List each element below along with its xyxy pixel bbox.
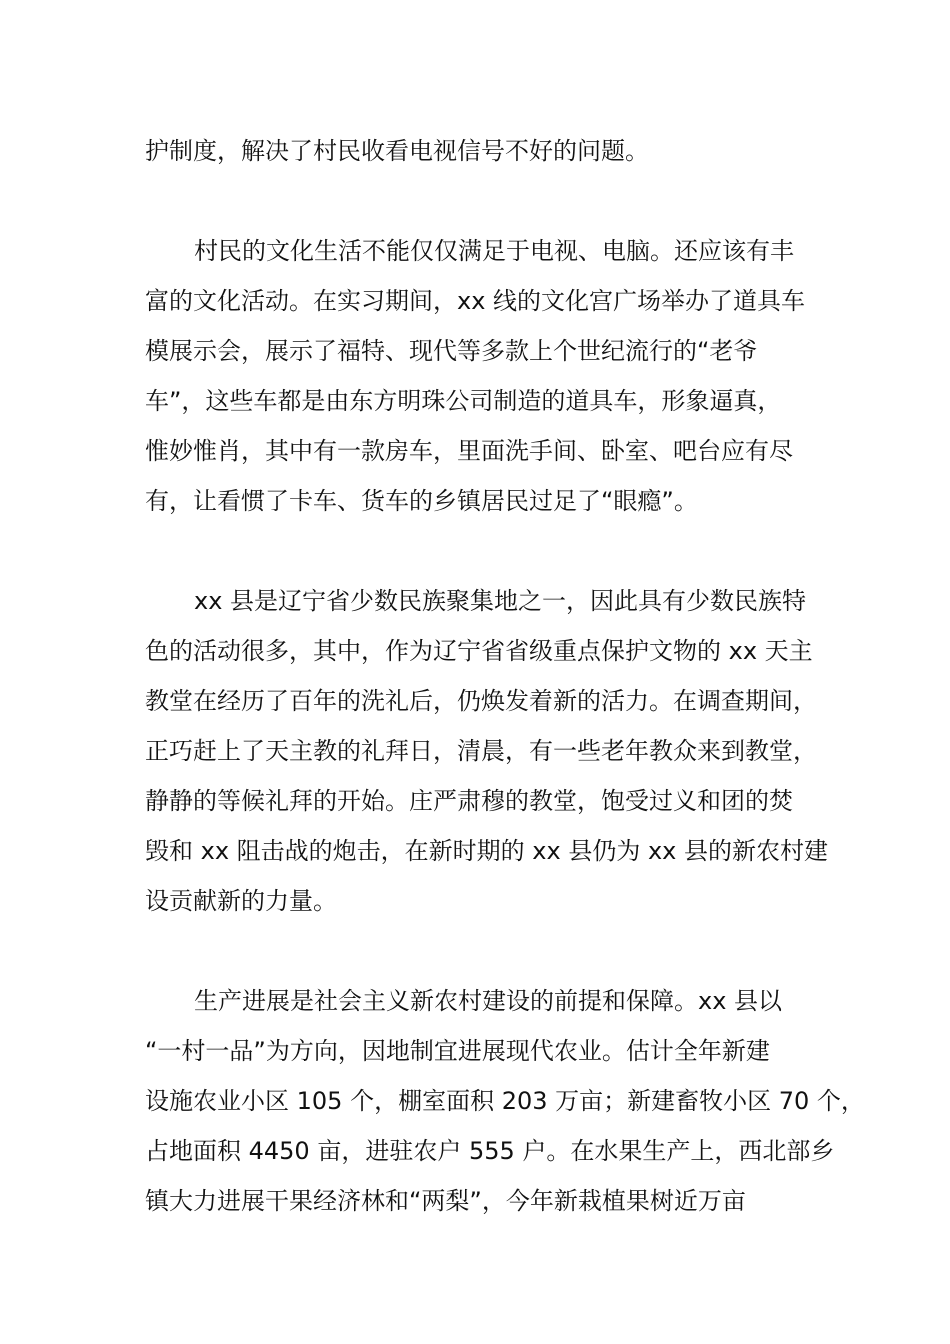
paragraph-line: 教堂在经历了百年的洗礼后，仍焕发着新的活力。在调查期间，	[145, 687, 817, 715]
paragraph-line: 正巧赶上了天主教的礼拜日，清晨，有一些老年教众来到教堂，	[145, 737, 817, 765]
paragraph-line: 设施农业小区 105 个，棚室面积 203 万亩；新建畜牧小区 70 个，	[145, 1087, 865, 1115]
paragraph-line: 生产进展是社会主义新农村建设的前提和保障。xx 县以	[194, 987, 783, 1015]
paragraph-line: 镇大力进展干果经济林和“两梨”，今年新栽植果树近万亩	[145, 1187, 746, 1215]
paragraph-line: 惟妙惟肖，其中有一款房车，里面洗手间、卧室、吧台应有尽	[145, 437, 793, 465]
paragraph-line: 护制度，解决了村民收看电视信号不好的问题。	[145, 137, 649, 165]
paragraph-line: 占地面积 4450 亩，进驻农户 555 户。在水果生产上，西北部乡	[145, 1137, 835, 1165]
paragraph-line: “一村一品”为方向，因地制宜进展现代农业。估计全年新建	[145, 1037, 770, 1065]
paragraph-line: 模展示会，展示了福特、现代等多款上个世纪流行的“老爷	[145, 337, 758, 365]
paragraph-line: 有，让看惯了卡车、货车的乡镇居民过足了“眼瘾”。	[145, 487, 698, 515]
paragraph-line: 富的文化活动。在实习期间，xx 线的文化宫广场举办了道具车	[145, 287, 806, 315]
paragraph-line: 车”，这些车都是由东方明珠公司制造的道具车，形象逼真，	[145, 387, 782, 415]
paragraph-line: 毁和 xx 阻击战的炮击，在新时期的 xx 县仍为 xx 县的新农村建	[145, 837, 828, 865]
paragraph-line: 静静的等候礼拜的开始。庄严肃穆的教堂，饱受过义和团的焚	[145, 787, 793, 815]
paragraph-line: 村民的文化生活不能仅仅满足于电视、电脑。还应该有丰	[194, 237, 794, 265]
paragraph-line: 设贡献新的力量。	[145, 887, 337, 915]
paragraph-line: 色的活动很多，其中，作为辽宁省省级重点保护文物的 xx 天主	[145, 637, 813, 665]
paragraph-line: xx 县是辽宁省少数民族聚集地之一，因此具有少数民族特	[194, 587, 807, 615]
